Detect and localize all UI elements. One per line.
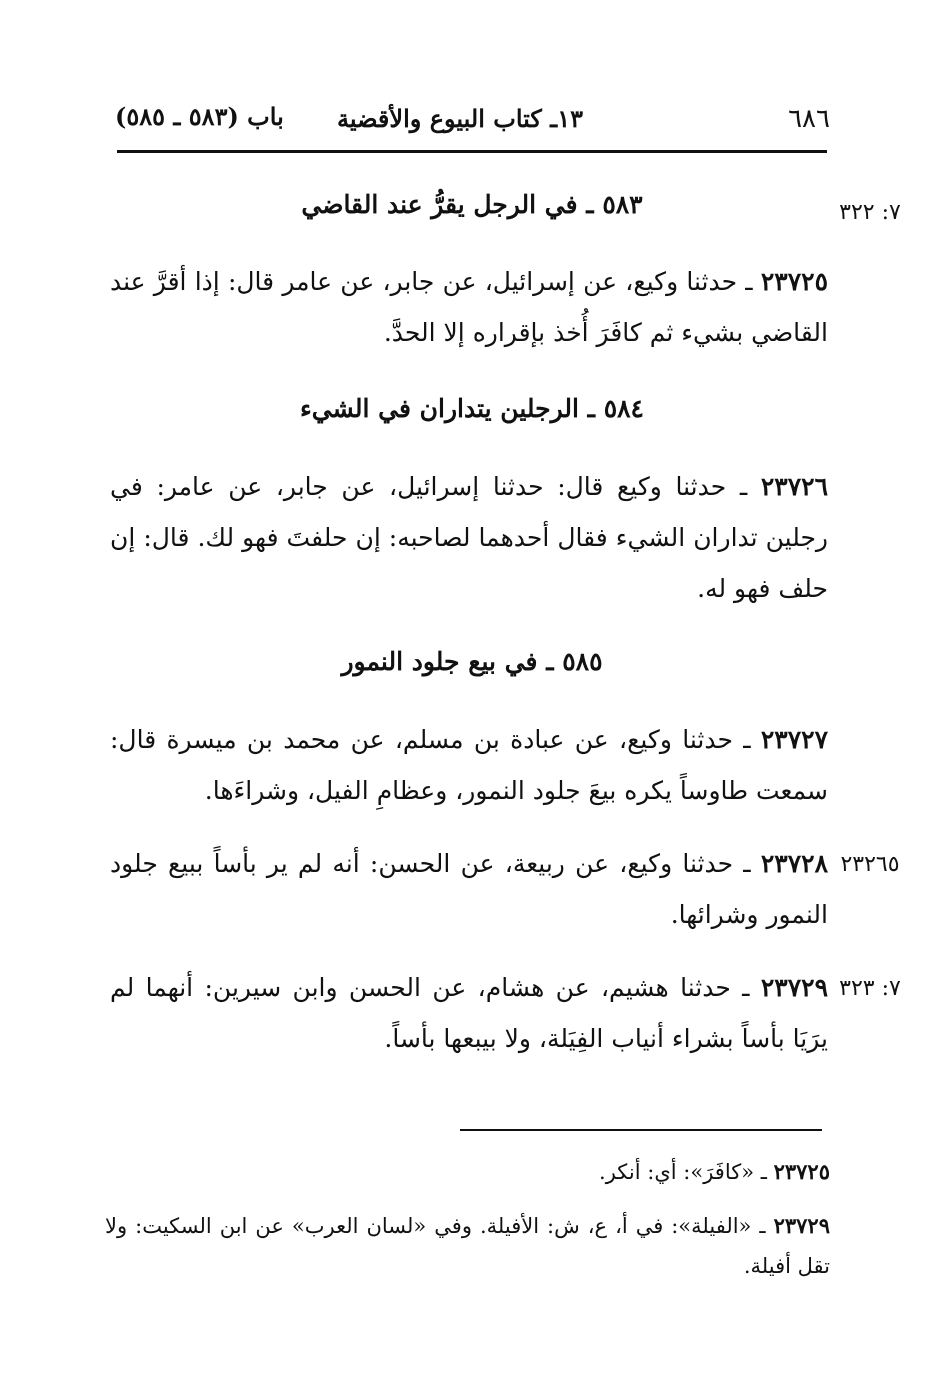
hadith-paragraph bbox=[110, 714, 828, 816]
hadith-number: ٢٣٧٢٧ bbox=[760, 725, 828, 754]
hadith-text: ـ حدثنا وكيع، عن إسرائيل، عن جابر، عن عامر قال: إذا أقرَّ عند القاضي بشيء ثم كافَرَ أُخذ بإقراره إلا الحدَّ. bbox=[110, 267, 828, 347]
hadith-text: ـ حدثنا وكيع، عن عبادة بن مسلم، عن محمد بن ميسرة قال: سمعت طاوساً يكره بيعَ جلود النمور، وعظامِ الفيل، وشراءَها. bbox=[110, 725, 828, 805]
side-reference: ٧: ٣٢٢ bbox=[839, 200, 901, 225]
footnote-number: ٢٣٧٢٥ bbox=[773, 1159, 830, 1184]
footnote bbox=[105, 1152, 830, 1192]
section-heading: ٥٨٤ ـ الرجلين يتداران في الشيء bbox=[300, 394, 644, 423]
book-title: ١٣ـ كتاب البيوع والأقضية bbox=[337, 104, 583, 133]
page-number: ٦٨٦ bbox=[788, 104, 830, 134]
footnote-text: ـ «كافَرَ»: أي: أنكر. bbox=[599, 1160, 767, 1184]
header-rule bbox=[117, 150, 827, 153]
side-reference: ٧: ٣٢٣ bbox=[839, 976, 901, 1001]
hadith-paragraph bbox=[110, 461, 828, 614]
hadith-text: ـ حدثنا وكيع، عن ربيعة، عن الحسن: أنه لم ير بأساً ببيع جلود النمور وشرائها. bbox=[110, 849, 828, 929]
side-reference: ٢٣٢٦٥ bbox=[840, 852, 900, 877]
hadith-number: ٢٣٧٢٥ bbox=[760, 267, 828, 296]
section-heading: ٥٨٣ ـ في الرجل يقرُّ عند القاضي bbox=[301, 190, 643, 219]
footnote-rule bbox=[460, 1129, 822, 1131]
hadith-number: ٢٣٧٢٨ bbox=[760, 849, 828, 878]
hadith-paragraph bbox=[110, 256, 828, 358]
bab-range: باب (٥٨٣ ـ ٥٨٥) bbox=[115, 102, 284, 131]
hadith-paragraph bbox=[110, 962, 828, 1064]
footnote-text: ـ «الفيلة»: في أ، ع، ش: الأفيلة. وفي «لسان العرب» عن ابن السكيت: ولا تقل أفيلة. bbox=[105, 1214, 830, 1278]
footnote bbox=[105, 1206, 830, 1286]
footnote-number: ٢٣٧٢٩ bbox=[773, 1213, 830, 1238]
hadith-paragraph bbox=[110, 838, 828, 940]
section-heading: ٥٨٥ ـ في بيع جلود النمور bbox=[341, 647, 603, 676]
hadith-number: ٢٣٧٢٩ bbox=[760, 973, 828, 1002]
hadith-number: ٢٣٧٢٦ bbox=[760, 472, 828, 501]
hadith-text: ـ حدثنا وكيع قال: حدثنا إسرائيل، عن جابر، عن عامر: في رجلين تداران الشيء فقال أحدهما لصاحبه: إن حلفتَ فهو لك. قال: إن حلف فهو له. bbox=[110, 472, 828, 603]
hadith-text: ـ حدثنا هشيم، عن هشام، عن الحسن وابن سيرين: أنهما لم يرَيَا بأساً بشراء أنياب الفِيَلة، ولا بيبعها بأساً. bbox=[110, 973, 828, 1053]
